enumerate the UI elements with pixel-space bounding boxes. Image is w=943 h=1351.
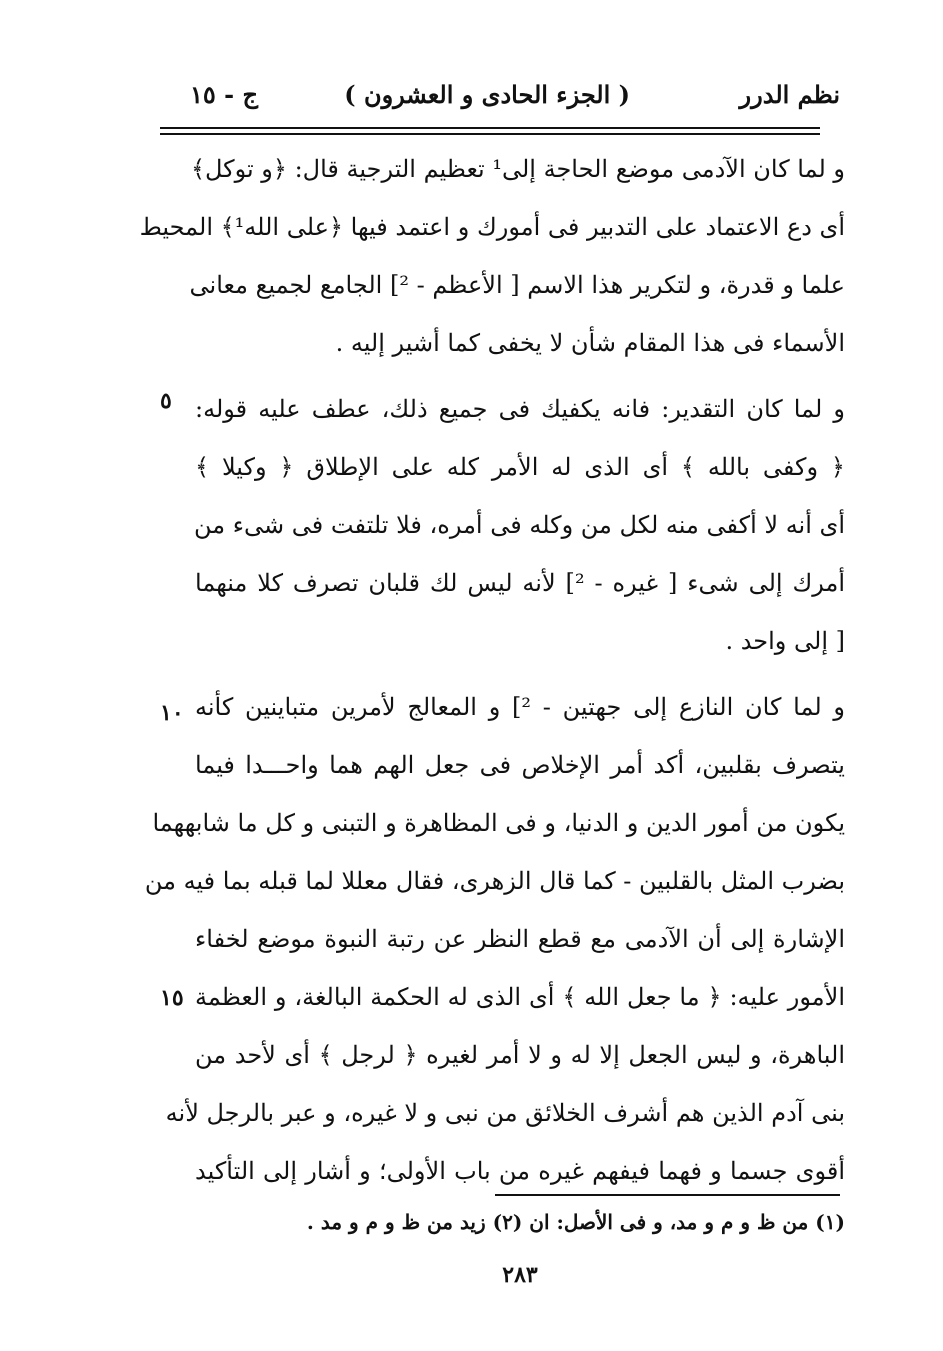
page-number: ٢٨٣ [502, 1262, 538, 1288]
text-line: الباهرة، و ليس الجعل إلا له و لا أمر لغيره ﴿ لرجل ﴾ أى لأحد من [195, 1041, 845, 1069]
text-line: يتصرف بقلبين، أكد أمر الإخلاص فى جعل الهم هما واحـــدا فيما [195, 751, 845, 779]
text-line: أى دع الاعتماد على التدبير فى أمورك و اعتمد فيها ﴿على الله¹﴾ المحيط [139, 213, 845, 241]
footnote: (١) من ظ و م و مد، و فى الأصل: ان (٢) زيد من ظ و م و مد . [306, 1210, 845, 1234]
text-line: و لما كان التقدير: فانه يكفيك فى جميع ذلك، عطف عليه قوله: [195, 395, 845, 423]
running-header [190, 80, 840, 124]
line-number-10: ١٠ [160, 700, 184, 726]
header-rule-bottom [160, 133, 820, 135]
text-line: علما و قدرة، و لتكرير هذا الاسم [ الأعظم - ²] الجامع لجميع معانى [189, 271, 845, 299]
header-rule-top [160, 127, 820, 129]
text-line: و لما كان النازع إلى جهتين - ²] و المعالج لأمرين متباينين كأنه [195, 693, 845, 721]
text-line: و لما كان الآدمى موضع الحاجة إلى¹ تعظيم الترجية قال: ﴿و توكل﴾ [190, 155, 845, 183]
part-title: ( الجزء الحادى و العشرون ) [344, 80, 630, 109]
text-line: يكون من أمور الدين و الدنيا، و فى المظاهرة و التبنى و كل ما شابههما [152, 809, 845, 837]
text-line: أمرك إلى شىء [ غيره - ²] لأنه ليس لك قلبان تصرف كلا منهما [195, 569, 845, 597]
volume-reference: ج - ١٥ [190, 80, 258, 109]
text-line: أقوى جسما و فهما فيفهم غيره من باب الأولى؛ و أشار إلى التأكيد [195, 1157, 845, 1185]
text-line: ﴿ وكفى بالله ﴾ أى الذى له الأمر كله على الإطلاق ﴿ وكيلا ﴾ [195, 453, 845, 481]
line-number-15: ١٥ [160, 985, 184, 1011]
text-line: أى أنه لا أكفى منه لكل من وكله فى أمره، فلا تلتفت فى شىء من [194, 511, 845, 539]
paragraph-1 [139, 140, 845, 372]
text-line: الأمور عليه: ﴿ ما جعل الله ﴾ أى الذى له الحكمة البالغة، و العظمة [195, 983, 846, 1011]
text-line: بنى آدم الذين هم أشرف الخلائق من نبى و لا غيره، و عبر بالرجل لأنه [165, 1099, 845, 1127]
text-line: بضرب المثل بالقلبين - كما قال الزهرى، فقال معللا لما قبله بما فيه من [144, 867, 845, 895]
line-number-5: ٥ [160, 388, 172, 414]
text-line: الإشارة إلى أن الآدمى مع قطع النظر عن رتبة النبوة موضع لخفاء [195, 925, 845, 953]
text-line: الأسماء فى هذا المقام شأن لا يخفى كما أشير إليه . [335, 329, 845, 357]
text-line: [ إلى واحد . [725, 627, 845, 655]
paragraph-2 [195, 380, 845, 670]
footnote-rule [495, 1194, 840, 1196]
book-title: نظم الدرر [739, 80, 840, 109]
